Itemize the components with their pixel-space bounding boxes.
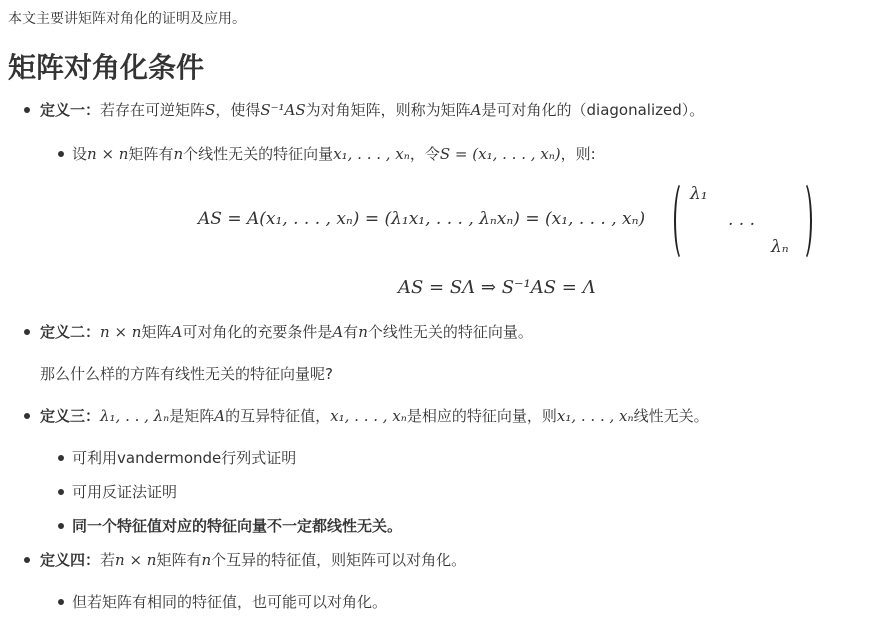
text: 矩阵 <box>141 323 172 341</box>
question-text: 那么什么样的方阵有线性无关的特征向量呢? <box>40 365 333 383</box>
definition-three <box>40 405 709 426</box>
math-inline: n × n <box>115 551 157 569</box>
text: 是相应的特征向量，则 <box>406 407 557 425</box>
list-item: 同一个特征值对应的特征向量不一定都线性无关。 <box>72 517 403 535</box>
text: 个线性无关的特征向量。 <box>367 323 533 341</box>
text: 是矩阵 <box>169 407 215 425</box>
math-inline: S = (x₁, . . . , xₙ) <box>439 145 561 163</box>
text: 线性无关。 <box>633 407 709 425</box>
math-inline: A <box>214 407 226 425</box>
list-bullet <box>24 329 30 335</box>
text: 个线性无关的特征向量 <box>183 145 334 163</box>
text: 矩阵有 <box>156 551 202 569</box>
list-bullet <box>58 599 64 605</box>
list-bullet <box>58 151 64 157</box>
math-inline: A <box>332 323 344 341</box>
math-inline: x₁, . . . , xₙ <box>333 145 410 163</box>
list-item: 但若矩阵有相同的特征值，也可能可以对角化。 <box>72 593 388 611</box>
equation-diagonalization: AS = SΛ ⇒ S⁻¹AS = Λ <box>398 277 596 298</box>
definition-label: 定义一： <box>40 101 101 119</box>
text: 设 <box>72 145 88 163</box>
definition-two <box>40 321 533 342</box>
list-bullet <box>58 489 64 495</box>
matrix-entry-lambda-n: λₙ <box>771 237 789 257</box>
text: 个互异的特征值，则矩阵可以对角化。 <box>211 551 467 569</box>
definition-label: 定义二： <box>40 323 101 341</box>
definition-text: 若存在可逆矩阵 <box>100 101 206 119</box>
text: 有 <box>343 323 359 341</box>
math-inline: S⁻¹AS <box>260 101 306 119</box>
matrix-entry-lambda-1: λ₁ <box>690 184 708 204</box>
list-bullet <box>58 523 64 529</box>
math-inline: n <box>358 323 368 341</box>
list-bullet <box>24 557 30 563</box>
math-inline: A <box>470 101 482 119</box>
text: 若 <box>100 551 116 569</box>
definition-four <box>40 549 466 570</box>
math-inline: S <box>205 101 216 119</box>
math-inline: n × n <box>100 323 142 341</box>
list-bullet <box>24 107 30 113</box>
definition-label: 定义三： <box>40 407 101 425</box>
intro-text: 本文主要讲矩阵对角化的证明及应用。 <box>8 11 246 27</box>
definition-one <box>40 99 704 120</box>
math-inline: x₁, . . . , xₙ <box>556 407 634 425</box>
definition-text: 是可对角化的（diagonalized）。 <box>481 101 705 119</box>
math-inline: A <box>171 323 183 341</box>
section-heading: 矩阵对角化条件 <box>8 51 205 84</box>
matrix-entry-dots: . . . <box>728 210 756 230</box>
text: ，令 <box>409 145 440 163</box>
list-bullet <box>24 413 30 419</box>
text: ，则: <box>560 145 596 163</box>
math-inline: n × n <box>87 145 129 163</box>
matrix-right-paren <box>794 180 812 262</box>
definition-label: 定义四： <box>40 551 101 569</box>
text: 矩阵有 <box>128 145 174 163</box>
math-inline: n <box>201 551 212 569</box>
text: 的互异特征值， <box>225 407 331 425</box>
definition-text: 为对角矩阵，则称为矩阵 <box>305 101 471 119</box>
definition-text: ，使得 <box>215 101 261 119</box>
math-inline: x₁, . . . , xₙ <box>330 407 407 425</box>
math-inline: n <box>173 145 184 163</box>
math-inline: λ₁, . . , λₙ <box>100 407 170 425</box>
list-item: 可用反证法证明 <box>72 483 178 501</box>
text: 可对角化的充要条件是 <box>182 323 333 341</box>
list-item: 可利用vandermonde行列式证明 <box>72 449 297 467</box>
equation-as-expansion: AS = A(x₁, . . . , xₙ) = (λ₁x₁, . . . , λₙxₙ) = (x₁, . . . , xₙ) <box>198 209 646 229</box>
list-bullet <box>58 455 64 461</box>
definition-one-subitem <box>72 143 596 164</box>
